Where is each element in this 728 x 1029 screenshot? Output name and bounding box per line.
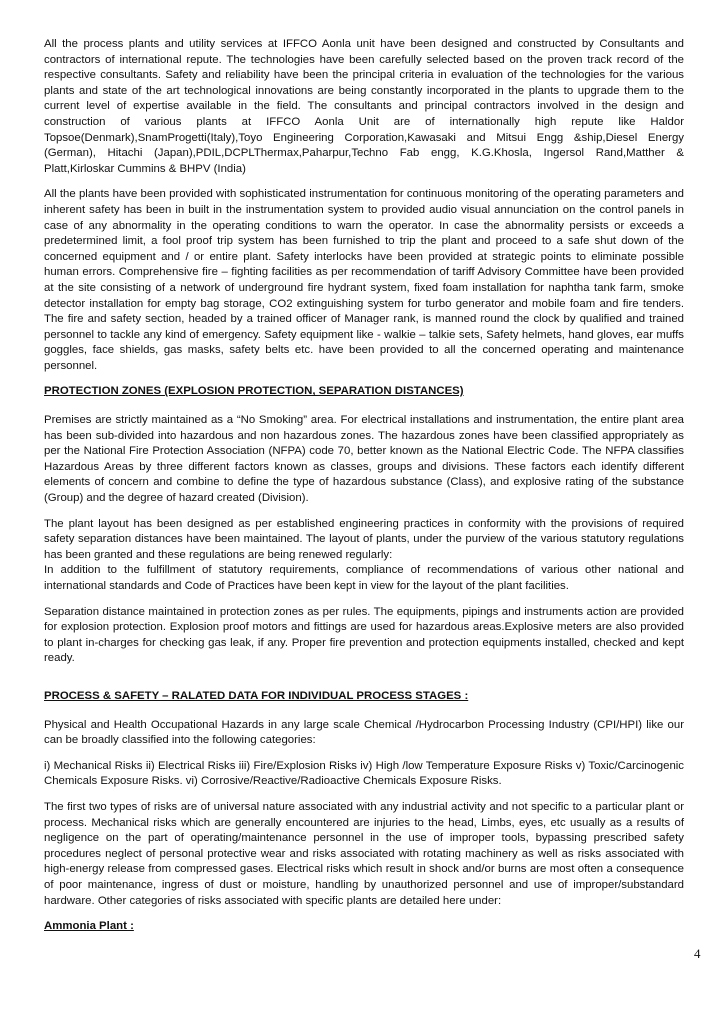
heading-ammonia-plant: Ammonia Plant :: [44, 920, 134, 933]
paragraph-occupational-hazards: Physical and Health Occupational Hazards in any large scale Chemical /Hydrocarbon Processing Industry (CPI/HPI) like our can be broadly classified into the following categories:: [44, 718, 684, 747]
paragraph-separation-distance: Separation distance maintained in protection zones as per rules. The equipments, pipings and instruments action are provided for explosion protection. Explosion proof motors and fittings are used for hazardous areas.Explosive meters are also provided to plant in-charges for checking gas leak, if any. Proper fire prevention and protection equipments installed, checked and kept ready.: [44, 605, 684, 665]
paragraph-consultants: All the process plants and utility services at IFFCO Aonla unit have been designed and constructed by Consultants and contractors of international repute. The technologies have been carefully selected based on the proven track record of the respective consultants. Safety and reliability have been the principal criteria in evaluation of the technologies for the various plants and state of the art technological innovations are being constantly incorporated in the plants to upgrade them to the current level of expertise available in the field. The consultants and principal contractors involved in the design and construction of various plants at IFFCO Aonla Unit are of internationally high repute like Haldor Topsoe(Denmark),SnamProgetti(Italy),Toyo Engineering Corporation,Kawasaki and Mitsui Engg &ship,Diesel Energy (German), Hitachi (Japan),PDIL,DCPLThermax,Paharpur,Techno Fab engg, K.G.Khosla, Ingersol Rand,Matther & Platt,Kirloskar Cummins & BHPV (India): [44, 38, 684, 175]
paragraph-statutory-compliance: In addition to the fulfillment of statutory requirements, compliance of recommendations of various other national and international standards and Code of Practices have been kept in view for the layout of the plant facilities.: [44, 564, 684, 592]
page-number: 4: [694, 946, 701, 961]
paragraph-risk-details: The first two types of risks are of universal nature associated with any industrial activity and not specific to a particular plant or process. Mechanical risks which are generally encountered are injuries to the head, Limbs, eyes, etc usually as a results of negligence on the part of operating/maintenance personnel in the use of improper tools, bypassing prescribed safety procedures neglect of personal protective wear and risks associated with rotating machinery as well as risks associated with high-energy release from compressed gases. Electrical risks which result in shock and/or burns are most often a consequence of poor maintenance, ingress of dust or moisture, handling by unauthorized personnel and use of improper/substandard hardware. Other categories of risks associated with specific plants are detailed here under:: [44, 800, 684, 907]
paragraph-plant-layout: The plant layout has been designed as per established engineering practices in conformity with the provisions of required safety separation distances have been maintained. The layout of plants, under the purview of the various statutory regulations has been granted and these regulations are being renewed regularly:: [44, 517, 684, 561]
heading-process-safety: PROCESS & SAFETY – RALATED DATA FOR INDIVIDUAL PROCESS STAGES :: [44, 689, 469, 702]
heading-protection-zones: PROTECTION ZONES (EXPLOSION PROTECTION, SEPARATION DISTANCES): [44, 385, 464, 398]
paragraph-risk-categories: i) Mechanical Risks ii) Electrical Risks iii) Fire/Explosion Risks iv) High /low Temperature Exposure Risks v) Toxic/Carcinogenic Chemicals Exposure Risks. vi) Corrosive/Reactive/Radioactive Chemicals Exposure Risks.: [44, 759, 684, 788]
document-page: [44, 37, 684, 948]
paragraph-no-smoking-zones: Premises are strictly maintained as a “No Smoking” area. For electrical installations and instrumentation, the entire plant area has been sub-divided into hazardous and non hazardous zones. The hazardous zones have been classified appropriately as per the National Fire Protection Association (NFPA) code 70, better known as the National Electric Code. The NFPA classifies Hazardous Areas by three different factors known as classes, groups and divisions. These factors each identify different elements of concern and combine to define the type of hazardous substance (Class), and explosive rating of the substance (Group) and the degree of hazard created (Division).: [44, 414, 684, 505]
paragraph-instrumentation-safety: All the plants have been provided with sophisticated instrumentation for continuous monitoring of the operating parameters and inherent safety has been in built in the instrumentation system to provided audio visual annunciation on the control panels in case of any abnormality in the operating conditions to warn the operator. In case the abnormality persists or exceeds a predetermined limit, a fool proof trip system has been furnished to trip the plant and proceed to a safe shut down of the concerned equipment and / or entire plant. Safety interlocks have been provided at strategic points to eliminate possible human errors. Comprehensive fire – fighting facilities as per recommendation of tariff Advisory Committee have been provided at the site consisting of a network of underground fire hydrant system, fixed foam installation for naphtha tank farm, smoke detector installation for empty bag storage, CO2 extinguishing system for turbo generator and mobile foam and fire tenders. The fire and safety section, headed by a trained officer of Manager rank, is manned round the clock by qualified and trained personnel to tackle any kind of emergency. Safety equipment like - walkie – talkie sets, Safety helmets, hand gloves, ear muffs goggles, face shields, gas masks, safety belts etc. have been provided to all the concerned operating and maintenance personnel.: [44, 188, 684, 372]
